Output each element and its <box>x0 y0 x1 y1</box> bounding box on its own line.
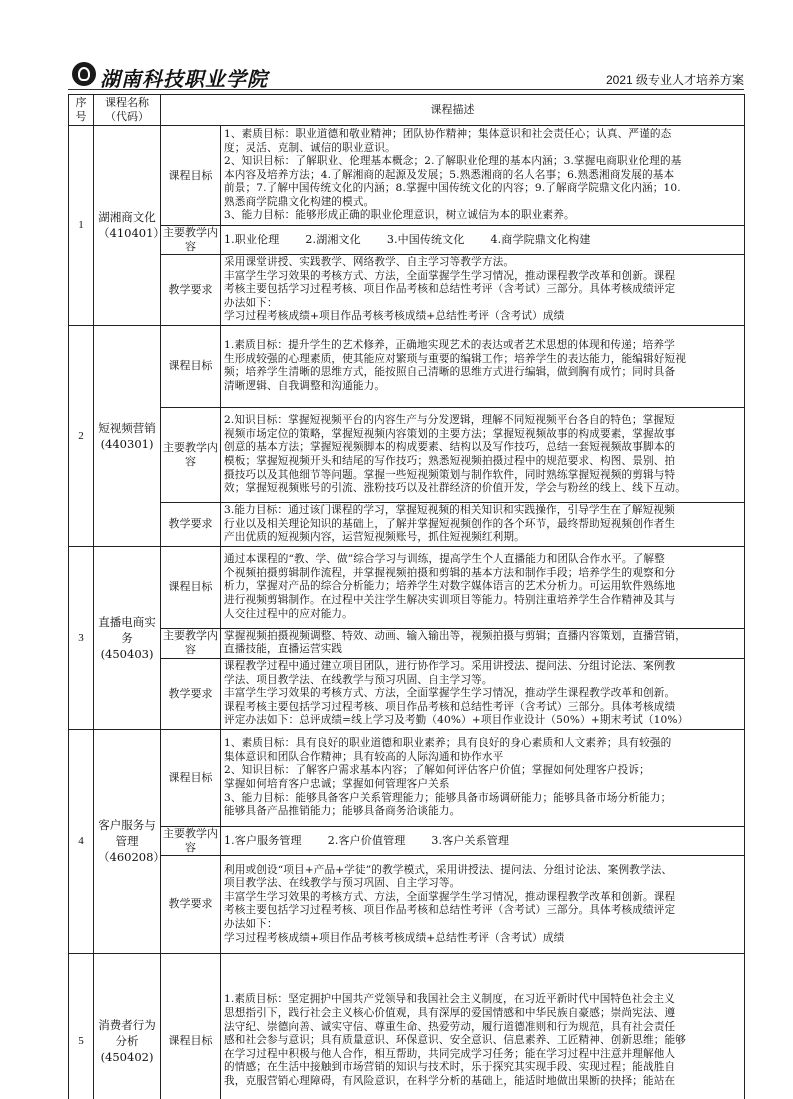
section-description <box>221 826 745 855</box>
header-course: 课程名称（代码） <box>94 95 161 126</box>
header-num: 序号 <box>69 95 94 126</box>
row-number: 2 <box>69 325 94 546</box>
description-line: 我，克服营销心理障碍，有风险意识，在科学分析的基础上，能适时地做出果断的抉择；能站在 <box>224 1074 676 1087</box>
section-label: 课程目标 <box>161 546 221 628</box>
description-line: 度；灵活、克制、诚信的职业意识。 <box>224 141 396 154</box>
description-line: 3.能力目标：通过该门课程的学习，掌握短视频的相关知识和实践操作，引导学生在了解短视频 <box>224 503 675 516</box>
description-line: 创意的基本方法；掌握短视频脚本的构成要素、结构以及写作技巧，总结一套短视频故事脚本的 <box>224 441 676 454</box>
description-line: 办法如下： <box>224 918 278 930</box>
table-row <box>69 855 745 953</box>
content-item: 4.商学院鼎文化构建 <box>490 233 591 247</box>
description-line: 3、能力目标：能够形成正确的职业伦理意识，树立诚信为本的职业素养。 <box>224 209 575 222</box>
table-row <box>69 502 745 546</box>
course-cell <box>94 325 161 546</box>
course-code: （410401） <box>98 226 165 241</box>
description-line: 直播技能，直播运营实践 <box>224 643 343 656</box>
section-label: 主要教学内容 <box>161 226 221 255</box>
section-description <box>221 628 745 658</box>
description-line: 掌握如何培育客户忠诚；掌握如何管理客户关系 <box>224 777 450 790</box>
content-item: 3.中国传统文化 <box>386 233 465 247</box>
description-line: 丰富学生学习效果的考核方式、方法，全面掌握学生学习情况，推动学生课程教学改革和创新。 <box>224 687 676 700</box>
table-row <box>69 255 745 326</box>
description-line: 考核主要包括学习过程考核、项目作品考核和总结性考评（含考试）三部分。具体考核成绩评定 <box>224 904 676 917</box>
description-line: 掌握视频拍摄视频调整、特效、动画、输入输出等，视频拍摄与剪辑；直播内容策划，直播营销， <box>224 629 686 642</box>
section-label: 主要教学内容 <box>161 628 221 658</box>
content-item: 2.湖湘文化 <box>305 233 361 247</box>
section-description <box>221 325 745 407</box>
description-line: 2、知识目标：了解客户需求基本内容；了解如何评估客户价值；掌握如何处理客户投诉； <box>224 764 650 777</box>
section-label: 课程目标 <box>161 729 221 826</box>
section-label: 课程目标 <box>161 325 221 407</box>
description-line: 丰富学生学习效果的考核方式、方法，全面掌握学生学习情况，推动课程教学改革和创新。课程 <box>224 269 676 282</box>
description-line: 视频市场定位的策略，掌握短视频内容策划的主要方法；掌握短视频故事的构成要素，掌握故事 <box>224 427 676 440</box>
table-row <box>69 226 745 255</box>
description-line: 思想指引下，践行社会主义核心价值观，具有深厚的爱国情感和中华民族自豪感；崇尚宪法、遵 <box>224 1006 676 1019</box>
description-line: 考核主要包括学习过程考核、项目作品考核和总结性考评（含考试）三部分。具体考核成绩评定 <box>224 283 676 296</box>
description-line: 通过本课程的“教、学、做”综合学习与训练，提高学生个人直播能力和团队合作水平。了解整 <box>224 553 665 566</box>
page-header <box>68 62 744 90</box>
description-line: 效；掌握短视频账号的引流、涨粉技巧以及社群经济的价值开发，学会与粉丝的线上、线下互动。 <box>224 482 686 495</box>
section-label: 教学要求 <box>161 502 221 546</box>
content-item: 1.客户服务管理 <box>224 834 302 848</box>
section-label: 课程目标 <box>161 126 221 226</box>
school-logo-text: 湖南科技职业学院 <box>100 67 268 91</box>
header-desc: 课程描述 <box>161 95 745 126</box>
description-line: 频；培养学生清晰的思维方式，能按照自己清晰的思维方式进行编辑，做到胸有成竹；同时具备 <box>224 366 676 379</box>
section-label: 教学要求 <box>161 855 221 953</box>
description-line: 行业以及相关理论知识的基础上，了解并掌握短视频创作的各个环节，最终帮助短视频创作者生 <box>224 517 676 530</box>
table-header-row <box>69 95 745 126</box>
content-item: 2.客户价值管理 <box>327 834 406 848</box>
description-line: 2、知识目标：了解职业、伦理基本概念；2.了解职业伦理的基本内涵；3.掌握电商职业伦理的基 <box>224 155 682 168</box>
description-line: 集体意识和团队合作精神；具有较高的人际沟通和协作水平 <box>224 750 504 763</box>
row-number: 5 <box>69 953 94 1099</box>
course-code: （460208） <box>98 850 165 865</box>
course-code: (450402) <box>100 1049 154 1064</box>
description-line: 课程教学过程中通过建立项目团队，进行协作学习。采用讲授法、提问法、分组讨论法、案例教 <box>224 659 676 672</box>
course-cell <box>94 953 161 1099</box>
description-line: 课程考核主要包括学习过程考核、项目作品考核和总结性考评（含考试）三部分。具体考核成绩 <box>224 700 676 713</box>
section-description <box>221 953 745 1099</box>
table-row <box>69 826 745 855</box>
section-description <box>221 255 745 326</box>
section-label: 主要教学内容 <box>161 407 221 502</box>
description-line: 感和社会参与意识；具有质量意识、环保意识、安全意识、信息素养、工匠精神、创新思维；能够 <box>224 1034 686 1047</box>
course-code: (450403) <box>100 646 154 661</box>
description-line: 丰富学生学习效果的考核方式、方法，全面掌握学生学习情况，推动课程教学改革和创新。课程 <box>224 890 676 903</box>
table-row <box>69 729 745 826</box>
course-cell <box>94 546 161 729</box>
content-item: 1.职业伦理 <box>224 233 280 247</box>
description-line: 评定办法如下：总评成绩=线上学习及考勤（40%）+项目作业设计（50%）+期末考试（10%） <box>224 714 689 727</box>
description-line: 能够具备产品推销能力；能够具备商务洽谈能力。 <box>224 805 461 818</box>
course-cell <box>94 126 165 326</box>
description-line: 进行视频剪辑制作。在过程中关注学生解决实训项目等能力。特别注重培养学生合作精神及其与 <box>224 594 676 607</box>
course-cell <box>94 729 165 953</box>
course-name: 客户服务与管理 <box>98 818 156 849</box>
section-label: 主要教学内容 <box>161 826 221 855</box>
table-row <box>69 658 745 729</box>
description-line: 析力，掌握对产品的综合分析能力；培养学生对数字媒体语言的艺术分析力。可运用软件熟练地 <box>224 580 676 593</box>
section-description <box>221 855 745 953</box>
table-row <box>69 628 745 658</box>
row-number: 3 <box>69 546 94 729</box>
school-seal-icon <box>72 62 96 86</box>
course-name: 直播电商实务 <box>98 614 156 645</box>
description-line: 2.知识目标：掌握短视频平台的内容生产与分发逻辑，理解不同短视频平台各自的特色；掌握短 <box>224 414 675 427</box>
description-line: 学习过程考核成绩+项目作品考核考核成绩+总结性考评（含考试）成绩 <box>224 310 565 323</box>
table-row <box>69 953 745 1099</box>
description-line: 学习过程考核成绩+项目作品考核考核成绩+总结性考评（含考试）成绩 <box>224 931 565 944</box>
content-item: 3.客户关系管理 <box>431 834 510 848</box>
section-label: 教学要求 <box>161 658 221 729</box>
description-line: 1、素质目标：具有良好的职业道德和职业素养；具有良好的身心素质和人文素养；具有较强的 <box>224 737 672 750</box>
row-number: 4 <box>69 729 94 953</box>
section-label: 教学要求 <box>161 255 221 326</box>
table-row <box>69 126 745 226</box>
description-line: 清晰逻辑、自我调整和沟通能力。 <box>224 380 386 393</box>
section-description <box>221 502 745 546</box>
description-line: 法守纪、崇德向善、诚实守信、尊重生命、热爱劳动，履行道德准则和行为规范，具有社会责任 <box>224 1020 676 1033</box>
description-line: 前景；7.了解中国传统文化的内涵；8.掌握中国传统文化的内容；9.了解商学院鼎文化内涵；10. <box>224 182 681 195</box>
description-line: 学法、项目教学法、在线教学与预习巩固、自主学习等。 <box>224 673 493 686</box>
description-line: 在学习过程中积极与他人合作，相互帮助，共同完成学习任务；能在学习过程中注意并理解他人 <box>224 1047 676 1060</box>
description-line: 生形成较强的心理素质，使其能应对繁琐与重要的编辑工作；培养学生的表达能力，能编辑好短视 <box>224 352 686 365</box>
section-description <box>221 658 745 729</box>
description-line: 3、能力目标：能够具备客户关系管理能力；能够具备市场调研能力；能够具备市场分析能力； <box>224 791 672 804</box>
section-description <box>221 729 745 826</box>
description-line: 1.素质目标：坚定拥护中国共产党领导和我国社会主义制度，在习近平新时代中国特色社会主义 <box>224 993 675 1006</box>
course-name: 消费者行为分析 <box>98 1017 156 1048</box>
section-description <box>221 546 745 628</box>
description-line: 1、素质目标：职业道德和敬业精神；团队协作精神；集体意识和社会责任心；认真、严谨的态 <box>224 127 672 140</box>
section-description <box>221 407 745 502</box>
description-line: 熟悉商学院鼎文化构建的模式。 <box>224 195 375 208</box>
section-description <box>221 226 745 255</box>
description-line: 本内容及培养方法；4.了解湘商的起源及发展；5.熟悉湘商的名人名事；6.熟悉湘商发展的基本 <box>224 168 675 181</box>
description-line: 摄技巧以及其他细节等问题。掌握一些短视频策划与制作软件，同时熟练掌握短视频的剪辑与特 <box>224 468 676 481</box>
description-line: 办法如下： <box>224 296 278 309</box>
table-row <box>69 546 745 628</box>
description-line: 利用或创设“项目+产品+学徒”的教学模式，采用讲授法、提问法、分组讨论法、案例教学法、 <box>224 863 673 876</box>
table-row <box>69 325 745 407</box>
course-name: 短视频营销 <box>98 420 156 435</box>
section-description <box>221 126 745 226</box>
description-line: 的情感；在生活中接触到市场营销的知识与技术时，乐于探究其实现手段、实现过程；能战胜自 <box>224 1061 676 1074</box>
course-code: (440301) <box>100 436 154 451</box>
document-title: 2021 级专业人才培养方案 <box>605 73 744 87</box>
description-line: 人交往过程中的应对能力。 <box>224 607 353 620</box>
course-name: 湖湘商文化 <box>98 210 156 225</box>
description-line: 产出优质的短视频内容，运营短视频账号，抓住短视频红利期。 <box>224 531 525 544</box>
description-line: 1.素质目标：提升学生的艺术修养，正确地实现艺术的表达或者艺术思想的体现和传递；培养学 <box>224 339 675 352</box>
description-line: 模板；掌握短视频开头和结尾的写作技巧；熟悉短视频拍摄过程中的规范要求、构图、景别、拍 <box>224 454 676 467</box>
description-line: 项目教学法、在线教学与预习巩固、自主学习等。 <box>224 877 461 890</box>
description-line: 采用课堂讲授、实践教学、网络教学、自主学习等教学方法。 <box>224 256 515 268</box>
curriculum-table <box>68 94 745 1099</box>
table-row <box>69 407 745 502</box>
row-number: 1 <box>69 126 94 326</box>
section-label: 课程目标 <box>161 953 221 1099</box>
description-line: 个视频拍摄剪辑制作流程，并掌握视频拍摄和剪辑的基本方法和制作手段；培养学生的观察和分 <box>224 566 676 579</box>
